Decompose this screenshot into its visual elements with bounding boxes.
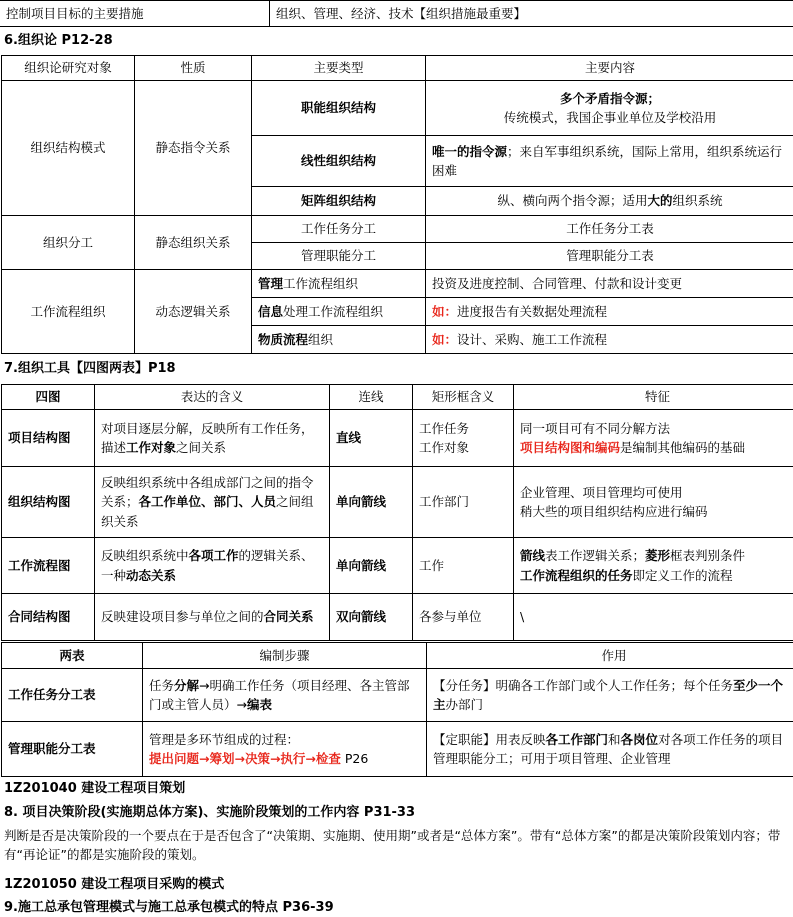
- content-text: 纵、横向两个指令源；适用: [497, 193, 648, 209]
- content-cell: 投资及进度控制、合同管理、付款和设计变更: [426, 270, 793, 298]
- effect-bold: 至少一个主: [433, 677, 784, 712]
- feature-cell: [514, 467, 793, 538]
- line-cell: 单向箭线: [330, 538, 413, 594]
- table-header-row: [2, 643, 793, 669]
- measures-value: 组织、管理、经济、技术【组织措施最重要】: [270, 1, 793, 27]
- meaning-text: 反映组织系统中: [101, 548, 189, 564]
- object-cell: 组织分工: [2, 216, 135, 270]
- table-name: 管理职能分工表: [2, 722, 143, 777]
- measures-table: [0, 0, 793, 27]
- type-cell: 线性组织结构: [252, 136, 426, 187]
- box-cell: 工作: [413, 538, 514, 594]
- object-cell: 组织结构模式: [2, 81, 135, 216]
- type-cell: [252, 298, 426, 326]
- section-7-title: 7.组织工具【四图两表】P18: [4, 361, 176, 376]
- box-cell: [413, 410, 514, 467]
- meaning-text: 的逻辑关系、一种: [101, 548, 314, 583]
- type-cell: 管理职能分工: [252, 243, 426, 270]
- header-effect: 作用: [427, 643, 793, 669]
- two-tables-table: [1, 642, 793, 777]
- feature-text: 是编制其他编码的基础: [620, 440, 746, 455]
- type-bold: 管理: [258, 275, 284, 291]
- content-cell: [426, 326, 793, 354]
- table-row: [2, 722, 793, 777]
- nature-cell: 动态逻辑关系: [135, 270, 252, 354]
- content-text: 设计、采购、施工工作流程: [457, 331, 608, 347]
- content-cell: [426, 298, 793, 326]
- heading-1z201050: 1Z201050 建设工程项目采购的模式: [4, 877, 225, 892]
- header-line: 连线: [330, 385, 413, 410]
- table-row: [2, 538, 793, 594]
- meaning-bold: 合同关系: [263, 609, 314, 625]
- steps-text: →明确工作任务（项目经理、各主管部门或主管人员）→: [149, 677, 410, 712]
- effect-text: 【分任务】明确各工作部门或个人工作任务；每个任务: [433, 677, 734, 693]
- steps-bold: 编表: [246, 697, 272, 712]
- meaning-bold: 各工作单位、部门、人员: [138, 494, 277, 510]
- feature-cell: [514, 410, 793, 467]
- organization-theory-table: [1, 55, 793, 354]
- header-diagram: 四图: [2, 385, 95, 410]
- nature-cell: 静态组织关系: [135, 216, 252, 270]
- four-diagrams-table: [1, 384, 793, 641]
- content-cell: [426, 187, 793, 216]
- meaning-text: 反映建设项目参与单位之间的: [101, 609, 264, 625]
- content-text: 进度报告有关数据处理流程: [457, 303, 608, 319]
- steps-cell: [143, 669, 427, 722]
- content-bold: 大的: [647, 193, 673, 209]
- table-row: [2, 594, 793, 641]
- feature-bold: 工作流程组织的任务: [520, 567, 633, 583]
- box-text: 工作任务: [419, 420, 470, 436]
- effect-text: 和: [608, 731, 621, 747]
- steps-text: 管理是多环节组成的过程：: [149, 731, 300, 747]
- effect-text: 办部门: [445, 697, 484, 712]
- decision-stage-paragraph: 判断是否是决策阶段的一个要点在于是否包含了“决策期、实施期、使用期”或者是“总体方案”。带有“总体方案”的都是决策阶段策划内容；带有“再论证”的都是实施阶段的策划。: [4, 828, 781, 863]
- type-cell: [252, 326, 426, 354]
- meaning-bold: 各项工作: [188, 548, 239, 564]
- header-content: 主要内容: [426, 56, 793, 81]
- table-row: [2, 410, 793, 467]
- feature-text: 企业管理、项目管理均可使用: [520, 484, 683, 500]
- header-steps: 编制步骤: [143, 643, 427, 669]
- feature-bold: 菱形: [645, 548, 671, 564]
- object-cell: 工作流程组织: [2, 270, 135, 354]
- line-cell: 直线: [330, 410, 413, 467]
- meaning-cell: [95, 467, 330, 538]
- diagram-name: 合同结构图: [2, 594, 95, 641]
- nature-cell: 静态指令关系: [135, 81, 252, 216]
- table-name: 工作任务分工表: [2, 669, 143, 722]
- meaning-cell: [95, 594, 330, 641]
- diagram-name: 项目结构图: [2, 410, 95, 467]
- page-ref: P26: [340, 751, 369, 766]
- type-text: 工作流程组织: [283, 275, 359, 291]
- effect-cell: [427, 722, 793, 777]
- header-meaning: 表达的含义: [95, 385, 330, 410]
- type-bold: 物质流程: [258, 331, 309, 347]
- type-text: 组织: [308, 331, 334, 347]
- table-row: [2, 270, 793, 298]
- meaning-text: 之间组织关系: [101, 494, 314, 529]
- box-cell: 工作部门: [413, 467, 514, 538]
- feature-cell: \: [514, 594, 793, 641]
- table-row: [2, 467, 793, 538]
- table-row: [2, 81, 793, 136]
- table-row: [2, 669, 793, 722]
- feature-text: 稍大些的项目组织结构应进行编码: [520, 504, 708, 519]
- steps-highlight: 提出问题→筹划→决策→执行→检查: [149, 751, 341, 766]
- effect-bold: 各岗位: [620, 731, 659, 747]
- steps-bold: 分解: [174, 677, 200, 693]
- table-header-row: [2, 385, 793, 410]
- feature-text: 表工作逻辑关系；: [545, 548, 646, 564]
- content-text: 组织系统: [672, 193, 723, 209]
- header-type: 主要类型: [252, 56, 426, 81]
- meaning-bold: 工作对象: [126, 440, 177, 455]
- meaning-text: 对项目逐层分解，反映所有工作任务，描述: [101, 420, 314, 455]
- section-9-title: 9.施工总承包管理模式与施工总承包模式的特点 P36-39: [4, 900, 334, 915]
- section-8-title: 8. 项目决策阶段(实施期总体方案)、实施阶段策划的工作内容 P31-33: [4, 805, 416, 820]
- feature-text: 同一项目可有不同分解方法: [520, 420, 671, 436]
- line-cell: 双向箭线: [330, 594, 413, 641]
- meaning-bold: 动态关系: [126, 567, 177, 583]
- heading-1z201040: 1Z201040 建设工程项目策划: [4, 781, 186, 796]
- table-row: [2, 216, 793, 243]
- effect-text: 【定职能】用表反映: [433, 731, 546, 747]
- line-cell: 单向箭线: [330, 467, 413, 538]
- feature-highlight: 项目结构图和编码: [520, 440, 621, 455]
- steps-text: 任务: [149, 677, 175, 693]
- diagram-name: 工作流程图: [2, 538, 95, 594]
- measures-label: 控制项目目标的主要措施: [0, 1, 270, 27]
- type-cell: 职能组织结构: [252, 81, 426, 136]
- meaning-text: 之间关系: [176, 440, 227, 455]
- section-6-title: 6.组织论 P12-28: [4, 33, 113, 48]
- content-bold: 多个矛盾指令源；: [559, 90, 660, 106]
- effect-cell: [427, 669, 793, 722]
- box-text: 工作对象: [419, 440, 470, 455]
- content-bold: 唯一的指令源: [432, 143, 508, 159]
- header-box: 矩形框含义: [413, 385, 514, 410]
- meaning-text: 反映组织系统中各组成部门之间的指令关系；: [101, 474, 314, 510]
- effect-bold: 各工作部门: [545, 731, 609, 747]
- feature-text: 即定义工作的流程: [632, 567, 733, 583]
- feature-cell: [514, 538, 793, 594]
- example-label: 如：: [432, 331, 458, 347]
- meaning-cell: [95, 538, 330, 594]
- header-nature: 性质: [135, 56, 252, 81]
- type-cell: [252, 270, 426, 298]
- content-cell: [426, 136, 793, 187]
- example-label: 如：: [432, 303, 458, 319]
- content-text: ；来自军事组织系统，国际上常用，组织系统运行困难: [432, 143, 783, 178]
- effect-text: 对各项工作任务的项目管理职能分工；可用于项目管理、企业管理: [433, 731, 784, 766]
- type-bold: 信息: [258, 303, 284, 319]
- content-cell: 工作任务分工表: [426, 216, 793, 243]
- steps-cell: [143, 722, 427, 777]
- header-object: 组织论研究对象: [2, 56, 135, 81]
- box-cell: 各参与单位: [413, 594, 514, 641]
- feature-bold: 箭线: [520, 548, 546, 564]
- header-table: 两表: [2, 643, 143, 669]
- header-feature: 特征: [514, 385, 793, 410]
- feature-text: 框表判别条件: [670, 548, 746, 564]
- content-text: 传统模式，我国企事业单位及学校沿用: [503, 110, 717, 125]
- type-cell: 工作任务分工: [252, 216, 426, 243]
- type-text: 处理工作流程组织: [283, 303, 384, 319]
- content-cell: 管理职能分工表: [426, 243, 793, 270]
- type-cell: 矩阵组织结构: [252, 187, 426, 216]
- diagram-name: 组织结构图: [2, 467, 95, 538]
- content-cell: [426, 81, 793, 136]
- table-header-row: [2, 56, 793, 81]
- meaning-cell: [95, 410, 330, 467]
